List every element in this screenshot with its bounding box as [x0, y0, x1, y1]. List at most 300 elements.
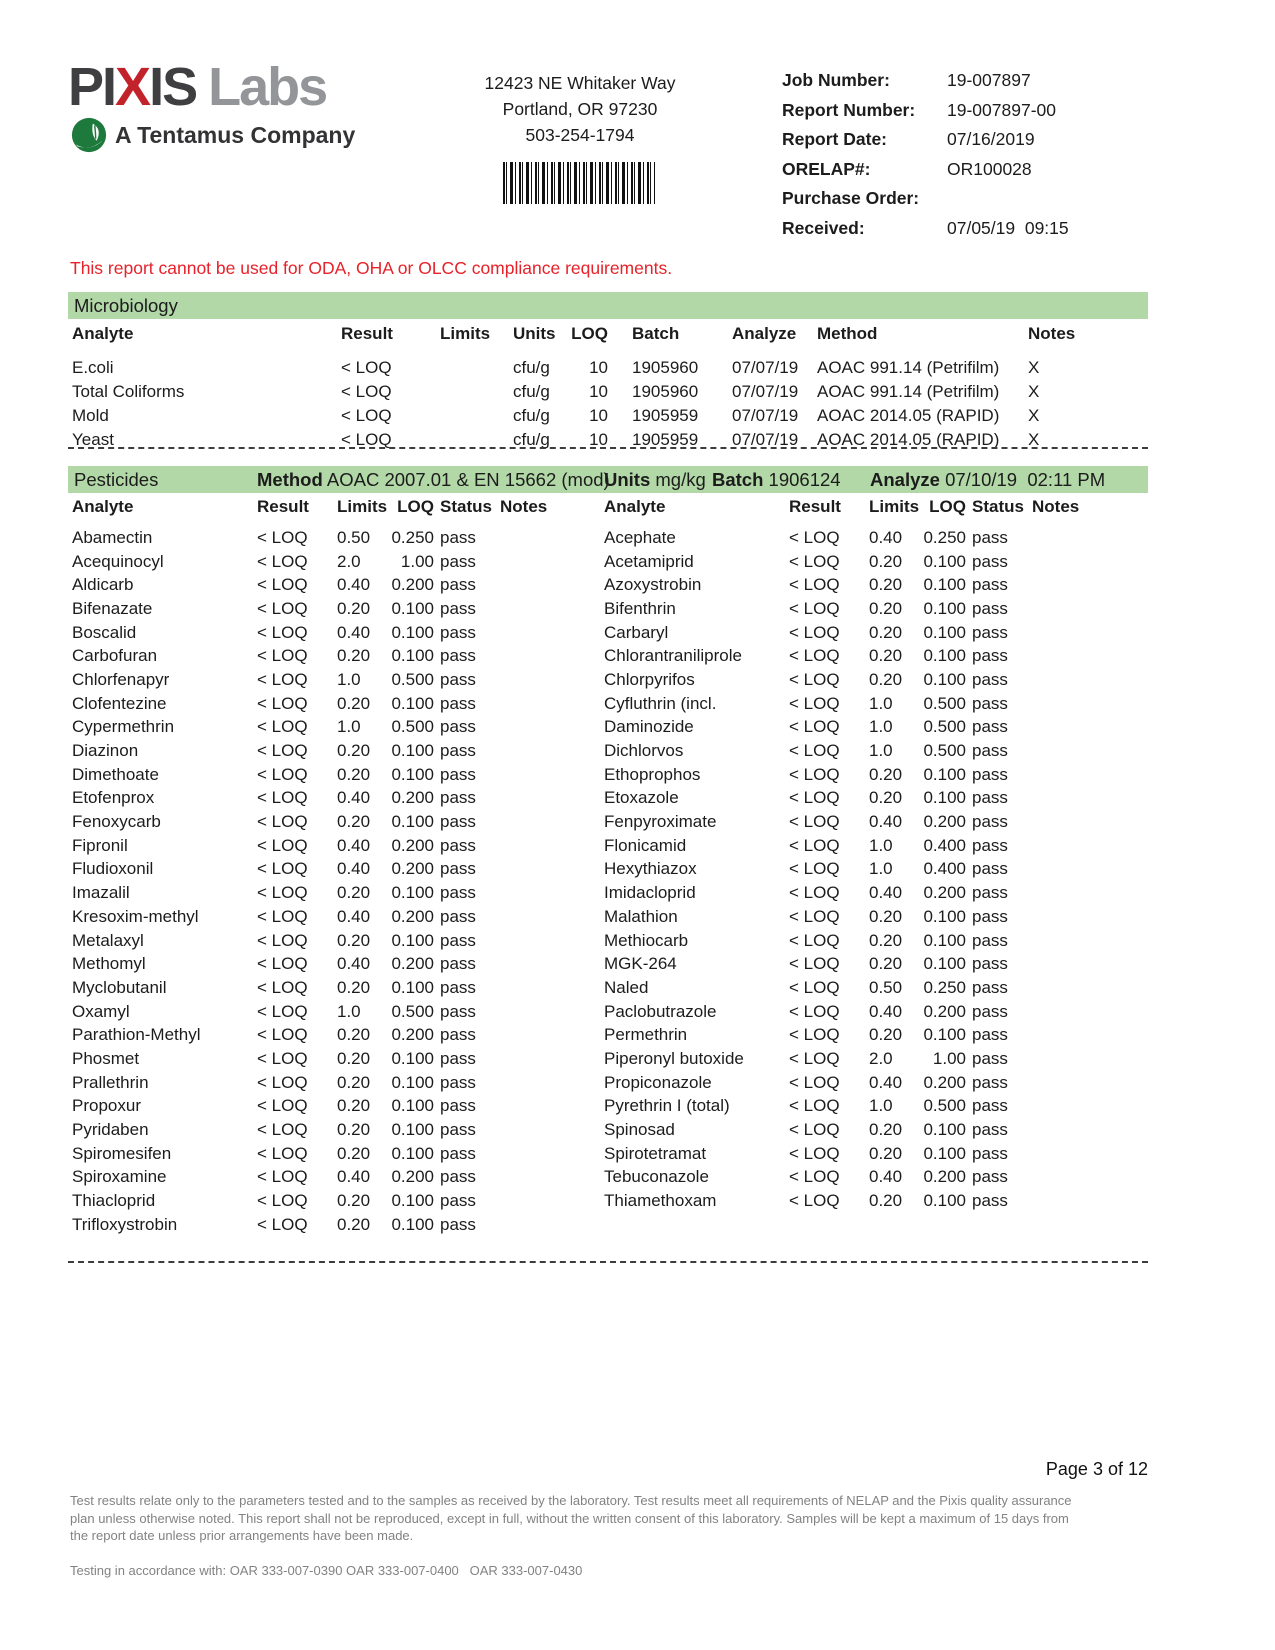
pesticide-row: [68, 1071, 608, 1095]
limits-cell: 0.40: [869, 527, 903, 547]
notes-cell: [496, 1000, 608, 1024]
notes-cell: [496, 739, 608, 763]
loq-cell: 0.100: [391, 930, 434, 950]
analyte-cell: Aldicarb: [72, 575, 134, 595]
units-cell: cfu/g: [513, 358, 550, 377]
pesticide-row: [600, 1023, 1148, 1047]
limits-cell: 0.20: [337, 1191, 371, 1211]
pesticide-row: [68, 1142, 608, 1166]
loq-cell: 0.400: [923, 859, 966, 879]
job-info-label: ORELAP#:: [782, 158, 871, 179]
limits-cell: 0.20: [337, 1214, 371, 1234]
notes-cell: [1028, 550, 1148, 574]
notes-cell: [496, 1166, 608, 1190]
status-cell: pass: [972, 527, 1008, 547]
pesticide-row: [68, 621, 608, 645]
result-cell: < LOQ: [789, 575, 840, 595]
limits-cell: 0.20: [869, 598, 903, 618]
status-cell: pass: [972, 812, 1008, 832]
status-cell: pass: [440, 977, 476, 997]
job-info-row: [782, 184, 1069, 214]
col-notes: Notes: [1032, 497, 1080, 516]
result-cell: < LOQ: [341, 358, 392, 377]
footer-disclaimer: Test results relate only to the parameters tested and to the samples as received by the laboratory. Test results meet all requirements of NELAP and the Pixis quality assurance plan unless otherwise noted. This report shall not be reproduced, except in full, without the written consent of this laboratory. Samples will be kept a maximum of 15 days from the report date unless prior arrangements have been made.: [70, 1493, 1072, 1543]
analyte-cell: Chlorpyrifos: [604, 669, 695, 689]
address-line-1: 12423 NE Whitaker Way: [484, 73, 676, 93]
pesticide-row: [68, 739, 608, 763]
job-info-row: [782, 214, 1069, 244]
pesticide-row: [600, 526, 1148, 550]
pesticide-row: [600, 905, 1148, 929]
analyte-cell: Paclobutrazole: [604, 1001, 717, 1021]
footer-accordance: Testing in accordance with: OAR 333-007-0390 OAR 333-007-0400 OAR 333-007-0430: [70, 1562, 583, 1578]
limits-cell: 0.40: [337, 906, 371, 926]
analyte-cell: Propiconazole: [604, 1072, 712, 1092]
loq-cell: 0.100: [391, 883, 434, 903]
analyte-cell: Azoxystrobin: [604, 575, 702, 595]
pesticide-row: [68, 1189, 608, 1213]
result-cell: < LOQ: [789, 1167, 840, 1187]
notes-cell: [496, 1142, 608, 1166]
analyte-cell: E.coli: [72, 358, 114, 377]
notes-cell: [496, 787, 608, 811]
col-status: Status: [440, 497, 492, 516]
result-cell: < LOQ: [257, 788, 308, 808]
analyte-cell: Myclobutanil: [72, 977, 167, 997]
analyte-cell: Yeast: [72, 430, 114, 449]
pesticide-row: [600, 1189, 1148, 1213]
loq-cell: 0.200: [391, 1025, 434, 1045]
pesticide-row: [600, 668, 1148, 692]
loq-cell: 1.00: [400, 551, 434, 571]
microbiology-row: [68, 356, 1148, 380]
result-cell: < LOQ: [257, 1096, 308, 1116]
limits-cell: 0.20: [869, 669, 903, 689]
limits-cell: 0.20: [869, 622, 903, 642]
status-cell: pass: [972, 1001, 1008, 1021]
status-cell: pass: [440, 1048, 476, 1068]
result-cell: < LOQ: [257, 669, 308, 689]
loq-cell: 10: [589, 382, 608, 401]
result-cell: < LOQ: [789, 954, 840, 974]
loq-cell: 0.500: [923, 693, 966, 713]
pesticide-row: [600, 1095, 1148, 1119]
pesticide-row: [68, 858, 608, 882]
logo-text-is: IS: [149, 57, 197, 117]
limits-cell: 0.20: [337, 646, 371, 666]
result-cell: < LOQ: [257, 1143, 308, 1163]
microbiology-row: [68, 380, 1148, 404]
analyte-cell: MGK-264: [604, 954, 677, 974]
loq-cell: 0.200: [923, 883, 966, 903]
analyze-cell: 07/07/19: [732, 382, 799, 401]
analyte-cell: Acephate: [604, 527, 676, 547]
job-info-row: [782, 66, 1069, 96]
page-number: Page 3 of 12: [1045, 1459, 1148, 1479]
result-cell: < LOQ: [789, 551, 840, 571]
microbiology-title: Microbiology: [74, 295, 178, 316]
loq-cell: 0.100: [923, 1120, 966, 1140]
loq-cell: 0.500: [923, 717, 966, 737]
result-cell: < LOQ: [789, 1143, 840, 1163]
notes-cell: [496, 644, 608, 668]
limits-cell: 0.20: [337, 977, 371, 997]
logo-tagline: A Tentamus Company: [115, 121, 356, 148]
notes-cell: [1028, 692, 1148, 716]
loq-cell: 0.100: [923, 930, 966, 950]
pesticide-row: [600, 597, 1148, 621]
result-cell: < LOQ: [257, 954, 308, 974]
result-cell: < LOQ: [789, 764, 840, 784]
logo-text-labs: Labs: [208, 57, 327, 117]
notes-cell: [496, 668, 608, 692]
col-loq: LOQ: [397, 497, 434, 516]
tentamus-leaf-icon: [70, 116, 108, 154]
limits-cell: 0.20: [337, 598, 371, 618]
col-loq: LOQ: [571, 324, 608, 343]
notes-cell: [496, 1047, 608, 1071]
logo-wordmark: [68, 57, 355, 117]
limits-cell: 1.0: [869, 859, 893, 879]
loq-cell: 0.200: [391, 906, 434, 926]
pesticide-row: [68, 1095, 608, 1119]
limits-cell: 0.20: [337, 1096, 371, 1116]
loq-cell: 0.500: [391, 1001, 434, 1021]
notes-cell: [1028, 1166, 1148, 1190]
status-cell: pass: [972, 883, 1008, 903]
col-result: Result: [789, 497, 841, 516]
result-cell: < LOQ: [789, 1191, 840, 1211]
limits-cell: 1.0: [869, 693, 893, 713]
status-cell: pass: [972, 575, 1008, 595]
limits-cell: 0.20: [869, 906, 903, 926]
limits-cell: 1.0: [337, 1001, 361, 1021]
status-cell: pass: [972, 598, 1008, 618]
status-cell: pass: [972, 741, 1008, 761]
result-cell: < LOQ: [341, 430, 392, 449]
job-info-value: 07/05/19 09:15: [947, 217, 1069, 238]
result-cell: < LOQ: [257, 693, 308, 713]
loq-cell: 0.500: [923, 741, 966, 761]
result-cell: < LOQ: [789, 883, 840, 903]
pesticide-row: [68, 692, 608, 716]
analyte-cell: Cyfluthrin (incl.: [604, 693, 717, 713]
status-cell: pass: [440, 1167, 476, 1187]
result-cell: < LOQ: [257, 1214, 308, 1234]
loq-cell: 0.200: [391, 1167, 434, 1187]
col-limits: Limits: [337, 497, 388, 516]
footer: [70, 1492, 1085, 1579]
pesticide-row: [600, 644, 1148, 668]
job-info-label: Received:: [782, 217, 865, 238]
notes-cell: [1028, 668, 1148, 692]
microbiology-header-row: [68, 322, 1148, 356]
result-cell: < LOQ: [257, 1072, 308, 1092]
analyte-cell: Bifenazate: [72, 598, 153, 618]
result-cell: < LOQ: [257, 883, 308, 903]
pixis-labs-logo: [68, 57, 356, 154]
analyte-cell: Dichlorvos: [604, 741, 684, 761]
analyte-cell: Acequinocyl: [72, 551, 164, 571]
pesticides-method: Method AOAC 2007.01 & EN 15662 (mod): [257, 469, 610, 490]
batch-cell: 1905959: [632, 430, 699, 449]
loq-cell: 0.200: [923, 1167, 966, 1187]
limits-cell: 0.40: [869, 1072, 903, 1092]
status-cell: pass: [440, 835, 476, 855]
notes-cell: [496, 550, 608, 574]
notes-cell: [496, 1071, 608, 1095]
notes-cell: [496, 881, 608, 905]
loq-cell: 0.200: [391, 575, 434, 595]
loq-cell: 0.200: [923, 1072, 966, 1092]
loq-cell: 0.100: [923, 788, 966, 808]
notes-cell: X: [1028, 430, 1040, 449]
limits-cell: 0.20: [337, 883, 371, 903]
limits-cell: 0.20: [337, 741, 371, 761]
loq-cell: 0.200: [391, 835, 434, 855]
notes-cell: [496, 1189, 608, 1213]
loq-cell: 0.200: [923, 812, 966, 832]
analyte-cell: Parathion-Methyl: [72, 1025, 201, 1045]
analyte-cell: Etofenprox: [72, 788, 155, 808]
limits-cell: 0.50: [869, 977, 903, 997]
limits-cell: 1.0: [869, 1096, 893, 1116]
batch-cell: 1905960: [632, 382, 699, 401]
result-cell: < LOQ: [341, 382, 392, 401]
result-cell: < LOQ: [257, 646, 308, 666]
status-cell: pass: [440, 598, 476, 618]
analyte-cell: Metalaxyl: [72, 930, 144, 950]
status-cell: pass: [440, 906, 476, 926]
analyze-cell: 07/07/19: [732, 406, 799, 425]
pesticide-row: [600, 716, 1148, 740]
col-batch: Batch: [632, 324, 680, 343]
pesticide-row: [68, 1118, 608, 1142]
limits-cell: 0.40: [869, 1167, 903, 1187]
analyte-cell: Thiamethoxam: [604, 1191, 717, 1211]
job-info-block: [782, 66, 1069, 244]
notes-cell: [496, 692, 608, 716]
analyte-cell: Spinosad: [604, 1120, 675, 1140]
limits-cell: 0.20: [869, 1143, 903, 1163]
microbiology-banner: [68, 292, 1148, 319]
pesticide-row: [68, 976, 608, 1000]
col-notes: Notes: [500, 497, 548, 516]
result-cell: < LOQ: [789, 717, 840, 737]
pesticide-row: [68, 929, 608, 953]
result-cell: < LOQ: [257, 717, 308, 737]
limits-cell: 1.0: [869, 835, 893, 855]
pesticides-units: Units mg/kg: [604, 469, 706, 490]
barcode: [503, 162, 655, 204]
status-cell: pass: [972, 788, 1008, 808]
status-cell: pass: [972, 859, 1008, 879]
notes-cell: [1028, 952, 1148, 976]
notes-cell: [1028, 881, 1148, 905]
loq-cell: 0.100: [391, 1214, 434, 1234]
result-cell: < LOQ: [257, 764, 308, 784]
status-cell: pass: [972, 717, 1008, 737]
job-info-value: 07/16/2019: [947, 129, 1035, 150]
method-cell: AOAC 2014.05 (RAPID): [817, 406, 1000, 425]
result-cell: < LOQ: [789, 1001, 840, 1021]
job-info-row: [782, 125, 1069, 155]
result-cell: < LOQ: [341, 406, 392, 425]
limits-cell: 0.20: [337, 1025, 371, 1045]
pesticide-row: [68, 550, 608, 574]
units-cell: cfu/g: [513, 406, 550, 425]
status-cell: pass: [440, 669, 476, 689]
notes-cell: [1028, 597, 1148, 621]
limits-cell: 0.20: [337, 693, 371, 713]
result-cell: < LOQ: [257, 977, 308, 997]
analyte-cell: Malathion: [604, 906, 678, 926]
analyte-cell: Flonicamid: [604, 835, 687, 855]
analyte-cell: Carbofuran: [72, 646, 158, 666]
result-cell: < LOQ: [257, 1025, 308, 1045]
limits-cell: 2.0: [337, 551, 361, 571]
pesticide-row: [600, 929, 1148, 953]
analyte-cell: Spirotetramat: [604, 1143, 707, 1163]
status-cell: pass: [972, 930, 1008, 950]
method-cell: AOAC 991.14 (Petrifilm): [817, 358, 1000, 377]
result-cell: < LOQ: [789, 1072, 840, 1092]
pesticides-analyze: Analyze 07/10/19 02:11 PM: [870, 469, 1106, 490]
loq-cell: 0.100: [923, 646, 966, 666]
analyte-cell: Ethoprophos: [604, 764, 701, 784]
notes-cell: [496, 1118, 608, 1142]
result-cell: < LOQ: [789, 812, 840, 832]
analyte-cell: Fipronil: [72, 835, 128, 855]
notes-cell: X: [1028, 406, 1040, 425]
result-cell: < LOQ: [789, 1096, 840, 1116]
result-cell: < LOQ: [789, 646, 840, 666]
status-cell: pass: [972, 764, 1008, 784]
col-result: Result: [341, 324, 393, 343]
limits-cell: 0.40: [869, 1001, 903, 1021]
notes-cell: [1028, 526, 1148, 550]
result-cell: < LOQ: [789, 1120, 840, 1140]
pesticides-batch: Batch 1906124: [712, 469, 841, 490]
result-cell: < LOQ: [789, 527, 840, 547]
result-cell: < LOQ: [789, 693, 840, 713]
status-cell: pass: [972, 977, 1008, 997]
status-cell: pass: [440, 1072, 476, 1092]
pesticide-row: [68, 597, 608, 621]
limits-cell: 0.20: [869, 1025, 903, 1045]
result-cell: < LOQ: [257, 741, 308, 761]
notes-cell: [496, 976, 608, 1000]
loq-cell: 0.100: [391, 764, 434, 784]
notes-cell: [496, 952, 608, 976]
result-cell: < LOQ: [257, 622, 308, 642]
status-cell: pass: [972, 1167, 1008, 1187]
limits-cell: 0.20: [337, 1120, 371, 1140]
loq-cell: 0.100: [923, 1025, 966, 1045]
analyte-cell: Dimethoate: [72, 764, 159, 784]
status-cell: pass: [440, 622, 476, 642]
status-cell: pass: [440, 717, 476, 737]
limits-cell: 1.0: [337, 669, 361, 689]
notes-cell: [496, 597, 608, 621]
notes-cell: X: [1028, 382, 1040, 401]
status-cell: pass: [440, 1143, 476, 1163]
analyte-cell: Phosmet: [72, 1048, 140, 1068]
limits-cell: 0.40: [337, 1167, 371, 1187]
result-cell: < LOQ: [257, 835, 308, 855]
notes-cell: [496, 858, 608, 882]
loq-cell: 0.200: [391, 859, 434, 879]
limits-cell: 0.20: [869, 788, 903, 808]
notes-cell: [1028, 644, 1148, 668]
status-cell: pass: [440, 1001, 476, 1021]
result-cell: < LOQ: [257, 1191, 308, 1211]
notes-cell: [496, 1213, 608, 1237]
loq-cell: 0.100: [923, 1191, 966, 1211]
notes-cell: [496, 905, 608, 929]
batch-cell: 1905960: [632, 358, 699, 377]
analyte-cell: Trifloxystrobin: [72, 1214, 178, 1234]
pesticide-row: [600, 621, 1148, 645]
pesticide-row: [600, 573, 1148, 597]
status-cell: pass: [972, 622, 1008, 642]
pesticide-row: [68, 716, 608, 740]
col-analyte: Analyte: [72, 497, 134, 516]
pesticide-row: [600, 1166, 1148, 1190]
analyte-cell: Imazalil: [72, 883, 130, 903]
pesticides-banner: [68, 466, 1148, 493]
limits-cell: 0.40: [337, 859, 371, 879]
pesticide-row: [68, 787, 608, 811]
notes-cell: [1028, 834, 1148, 858]
job-info-label: Report Number:: [782, 99, 916, 120]
pesticide-row: [600, 1047, 1148, 1071]
status-cell: pass: [972, 551, 1008, 571]
analyte-cell: Methomyl: [72, 954, 146, 974]
section-divider: [68, 447, 1148, 449]
notes-cell: [1028, 810, 1148, 834]
result-cell: < LOQ: [789, 859, 840, 879]
result-cell: < LOQ: [789, 1048, 840, 1068]
pesticide-row: [600, 787, 1148, 811]
status-cell: pass: [440, 575, 476, 595]
analyte-cell: Permethrin: [604, 1025, 688, 1045]
col-loq: LOQ: [929, 497, 966, 516]
result-cell: < LOQ: [257, 598, 308, 618]
lab-address: [430, 70, 730, 148]
notes-cell: [1028, 573, 1148, 597]
status-cell: pass: [440, 788, 476, 808]
analyte-cell: Daminozide: [604, 717, 694, 737]
loq-cell: 1.00: [932, 1048, 966, 1068]
pesticide-row: [600, 692, 1148, 716]
section-divider: [68, 1261, 1148, 1263]
notes-cell: [1028, 976, 1148, 1000]
loq-cell: 0.100: [923, 575, 966, 595]
pesticide-row: [600, 834, 1148, 858]
status-cell: pass: [440, 527, 476, 547]
result-cell: < LOQ: [257, 859, 308, 879]
notes-cell: [1028, 905, 1148, 929]
loq-cell: 0.100: [923, 598, 966, 618]
result-cell: < LOQ: [257, 812, 308, 832]
limits-cell: 0.40: [337, 954, 371, 974]
status-cell: pass: [972, 1072, 1008, 1092]
analyte-cell: Total Coliforms: [72, 382, 185, 401]
loq-cell: 0.400: [923, 835, 966, 855]
loq-cell: 0.100: [923, 622, 966, 642]
limits-cell: 0.20: [869, 551, 903, 571]
